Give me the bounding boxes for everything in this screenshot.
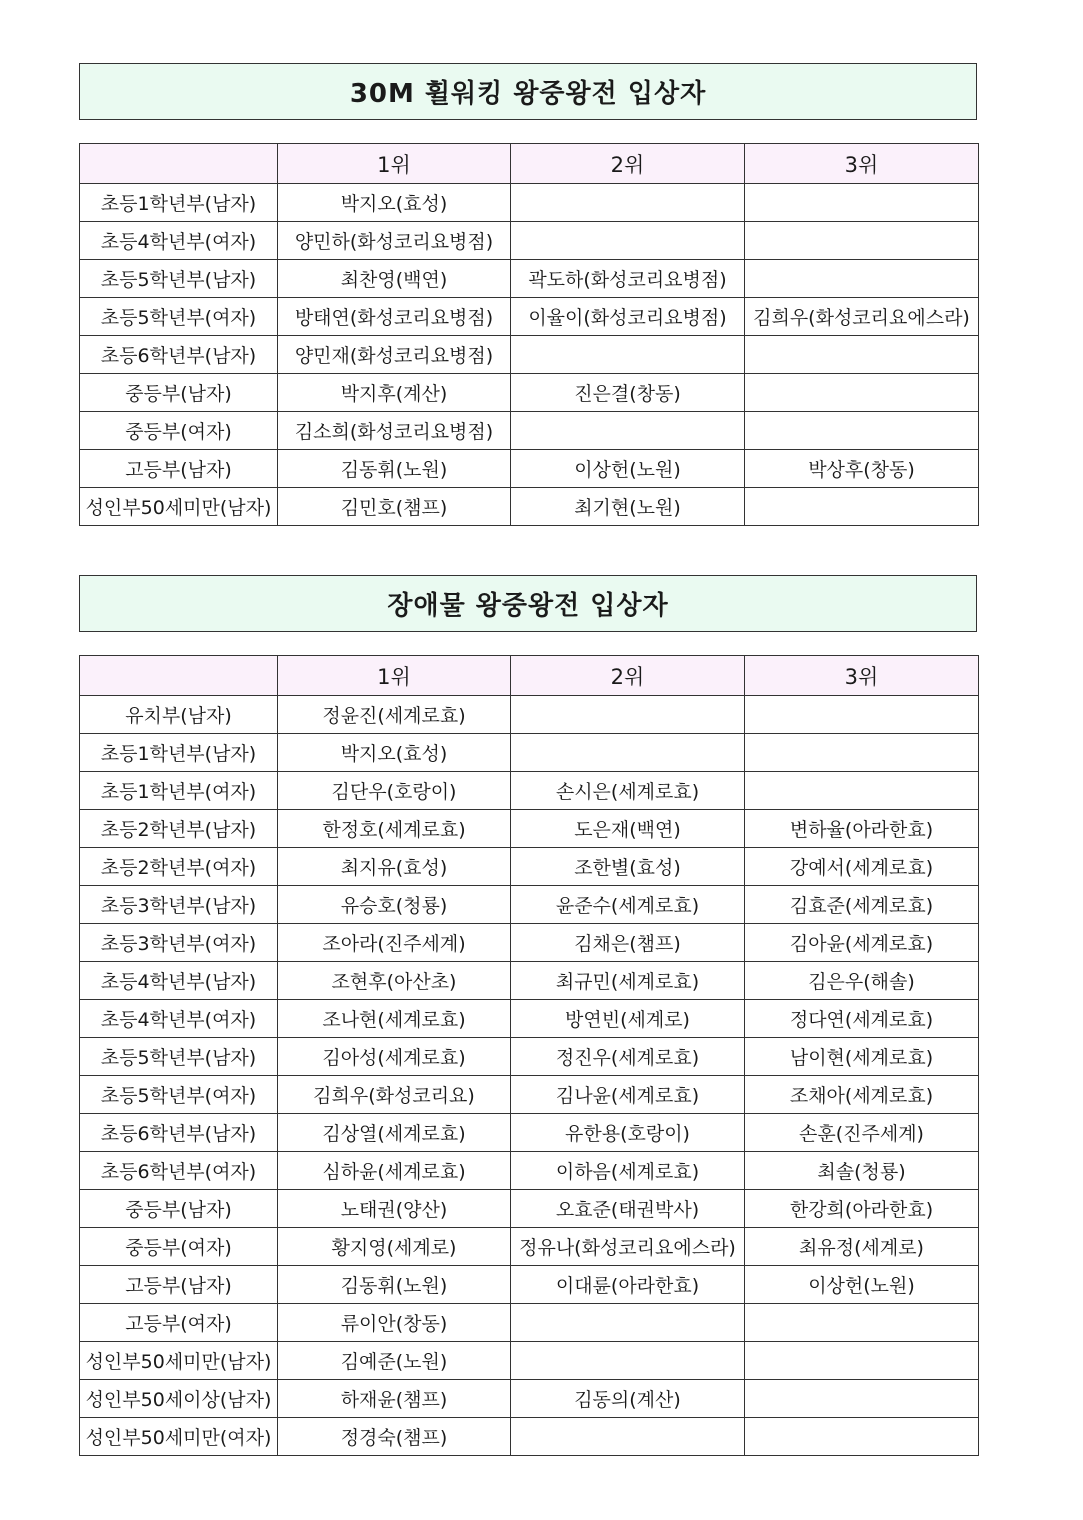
first-place-cell: 조나현(세계로효) [278, 1000, 511, 1038]
second-place-cell: 도은재(백연) [511, 810, 745, 848]
first-place-cell: 김아성(세계로효) [278, 1038, 511, 1076]
table-row [80, 184, 979, 222]
first-place-cell: 최지유(효성) [278, 848, 511, 886]
table-row [80, 1000, 979, 1038]
category-cell: 초등6학년부(남자) [80, 1114, 278, 1152]
table-row [80, 1228, 979, 1266]
table-row [80, 1114, 979, 1152]
first-place-cell: 하재윤(챔프) [278, 1380, 511, 1418]
category-cell: 초등2학년부(남자) [80, 810, 278, 848]
first-place-cell: 김단우(호랑이) [278, 772, 511, 810]
third-place-cell [745, 1418, 979, 1456]
third-place-cell [745, 1380, 979, 1418]
first-place-cell: 박지후(계산) [278, 374, 511, 412]
category-cell: 초등5학년부(남자) [80, 260, 278, 298]
third-place-cell: 변하율(아라한효) [745, 810, 979, 848]
third-place-cell [745, 336, 979, 374]
first-place-cell: 김민호(챔프) [278, 488, 511, 526]
category-cell: 초등5학년부(여자) [80, 298, 278, 336]
header-cell-category [80, 656, 278, 696]
third-place-cell [745, 488, 979, 526]
header-cell-first: 1위 [278, 656, 511, 696]
first-place-cell: 김소희(화성코리요병점) [278, 412, 511, 450]
second-place-cell: 방연빈(세계로) [511, 1000, 745, 1038]
category-cell: 초등4학년부(남자) [80, 962, 278, 1000]
first-place-cell: 유승호(청룡) [278, 886, 511, 924]
first-place-cell: 김동휘(노원) [278, 1266, 511, 1304]
first-place-cell: 한정호(세계로효) [278, 810, 511, 848]
category-cell: 중등부(남자) [80, 1190, 278, 1228]
third-place-cell [745, 184, 979, 222]
header-cell-second: 2위 [511, 656, 745, 696]
category-cell: 중등부(남자) [80, 374, 278, 412]
table-row [80, 260, 979, 298]
second-place-cell: 이상헌(노원) [511, 450, 745, 488]
section-title-obstacle [79, 575, 977, 632]
category-cell: 성인부50세이상(남자) [80, 1380, 278, 1418]
table-row [80, 1076, 979, 1114]
category-cell: 유치부(남자) [80, 696, 278, 734]
header-cell-third: 3위 [745, 656, 979, 696]
third-place-cell: 정다연(세계로효) [745, 1000, 979, 1038]
table-row [80, 772, 979, 810]
first-place-cell: 김상열(세계로효) [278, 1114, 511, 1152]
third-place-cell [745, 260, 979, 298]
category-cell: 고등부(남자) [80, 450, 278, 488]
table-row [80, 734, 979, 772]
second-place-cell: 이대륜(아라한효) [511, 1266, 745, 1304]
category-cell: 초등3학년부(여자) [80, 924, 278, 962]
category-cell: 중등부(여자) [80, 1228, 278, 1266]
table-row [80, 1418, 979, 1456]
category-cell: 성인부50세미만(남자) [80, 1342, 278, 1380]
table-row [80, 886, 979, 924]
third-place-cell: 손훈(진주세계) [745, 1114, 979, 1152]
third-place-cell: 남이현(세계로효) [745, 1038, 979, 1076]
second-place-cell: 이하음(세계로효) [511, 1152, 745, 1190]
second-place-cell: 최규민(세계로효) [511, 962, 745, 1000]
header-cell-category [80, 144, 278, 184]
table-row [80, 696, 979, 734]
second-place-cell [511, 222, 745, 260]
second-place-cell: 유한용(호랑이) [511, 1114, 745, 1152]
first-place-cell: 양민하(화성코리요병점) [278, 222, 511, 260]
first-place-cell: 류이안(창동) [278, 1304, 511, 1342]
third-place-cell: 김아윤(세계로효) [745, 924, 979, 962]
first-place-cell: 양민재(화성코리요병점) [278, 336, 511, 374]
category-cell: 초등2학년부(여자) [80, 848, 278, 886]
second-place-cell: 윤준수(세계로효) [511, 886, 745, 924]
third-place-cell: 강예서(세계로효) [745, 848, 979, 886]
category-cell: 성인부50세미만(여자) [80, 1418, 278, 1456]
third-place-cell: 최솔(청룡) [745, 1152, 979, 1190]
section-title-text: 30M 휠워킹 왕중왕전 입상자 [349, 79, 707, 109]
table-row [80, 450, 979, 488]
first-place-cell: 정윤진(세계로효) [278, 696, 511, 734]
third-place-cell [745, 1304, 979, 1342]
third-place-cell: 김희우(화성코리요에스라) [745, 298, 979, 336]
section-title-text: 장애물 왕중왕전 입상자 [387, 591, 669, 621]
first-place-cell: 김동휘(노원) [278, 450, 511, 488]
first-place-cell: 조현후(아산초) [278, 962, 511, 1000]
category-cell: 초등1학년부(여자) [80, 772, 278, 810]
second-place-cell [511, 412, 745, 450]
category-cell: 초등5학년부(여자) [80, 1076, 278, 1114]
results-table-obstacle [79, 655, 979, 1456]
third-place-cell: 김효준(세계로효) [745, 886, 979, 924]
first-place-cell: 정경숙(챔프) [278, 1418, 511, 1456]
table-row [80, 1266, 979, 1304]
results-table-wheel-walking [79, 143, 979, 526]
second-place-cell: 이율이(화성코리요병점) [511, 298, 745, 336]
second-place-cell [511, 1342, 745, 1380]
second-place-cell: 김동의(계산) [511, 1380, 745, 1418]
second-place-cell: 오효준(태권박사) [511, 1190, 745, 1228]
table-row [80, 488, 979, 526]
first-place-cell: 김예준(노원) [278, 1342, 511, 1380]
first-place-cell: 조아라(진주세계) [278, 924, 511, 962]
category-cell: 고등부(여자) [80, 1304, 278, 1342]
second-place-cell: 곽도하(화성코리요병점) [511, 260, 745, 298]
header-cell-third: 3위 [745, 144, 979, 184]
second-place-cell [511, 734, 745, 772]
third-place-cell: 김은우(해솔) [745, 962, 979, 1000]
table-row [80, 374, 979, 412]
category-cell: 중등부(여자) [80, 412, 278, 450]
second-place-cell [511, 1304, 745, 1342]
category-cell: 초등1학년부(남자) [80, 734, 278, 772]
third-place-cell: 최유정(세계로) [745, 1228, 979, 1266]
first-place-cell: 심하윤(세계로효) [278, 1152, 511, 1190]
third-place-cell: 조채아(세계로효) [745, 1076, 979, 1114]
second-place-cell: 정유나(화성코리요에스라) [511, 1228, 745, 1266]
header-cell-second: 2위 [511, 144, 745, 184]
category-cell: 초등6학년부(여자) [80, 1152, 278, 1190]
header-row [80, 656, 979, 696]
third-place-cell [745, 222, 979, 260]
second-place-cell [511, 1418, 745, 1456]
third-place-cell [745, 1342, 979, 1380]
second-place-cell: 조한별(효성) [511, 848, 745, 886]
category-cell: 초등5학년부(남자) [80, 1038, 278, 1076]
header-row [80, 144, 979, 184]
third-place-cell: 박상후(창동) [745, 450, 979, 488]
table-row [80, 848, 979, 886]
first-place-cell: 황지영(세계로) [278, 1228, 511, 1266]
table-row [80, 336, 979, 374]
category-cell: 초등4학년부(여자) [80, 1000, 278, 1038]
second-place-cell: 최기현(노원) [511, 488, 745, 526]
second-place-cell [511, 184, 745, 222]
second-place-cell: 손시은(세계로효) [511, 772, 745, 810]
table-row [80, 412, 979, 450]
third-place-cell [745, 696, 979, 734]
category-cell: 초등3학년부(남자) [80, 886, 278, 924]
third-place-cell: 한강희(아라한효) [745, 1190, 979, 1228]
first-place-cell: 최찬영(백연) [278, 260, 511, 298]
category-cell: 초등4학년부(여자) [80, 222, 278, 260]
first-place-cell: 방태연(화성코리요병점) [278, 298, 511, 336]
second-place-cell [511, 336, 745, 374]
table-row [80, 962, 979, 1000]
table-row [80, 1304, 979, 1342]
second-place-cell: 김나윤(세계로효) [511, 1076, 745, 1114]
category-cell: 초등6학년부(남자) [80, 336, 278, 374]
category-cell: 초등1학년부(남자) [80, 184, 278, 222]
table-row [80, 1190, 979, 1228]
second-place-cell: 정진우(세계로효) [511, 1038, 745, 1076]
table-row [80, 1152, 979, 1190]
table-row [80, 1038, 979, 1076]
second-place-cell [511, 696, 745, 734]
third-place-cell [745, 734, 979, 772]
table-row [80, 222, 979, 260]
first-place-cell: 김희우(화성코리요) [278, 1076, 511, 1114]
table-row [80, 298, 979, 336]
section-title-wheel-walking [79, 63, 977, 120]
third-place-cell: 이상헌(노원) [745, 1266, 979, 1304]
first-place-cell: 노태권(양산) [278, 1190, 511, 1228]
first-place-cell: 박지오(효성) [278, 184, 511, 222]
first-place-cell: 박지오(효성) [278, 734, 511, 772]
second-place-cell: 진은결(창동) [511, 374, 745, 412]
table-row [80, 924, 979, 962]
category-cell: 고등부(남자) [80, 1266, 278, 1304]
third-place-cell [745, 772, 979, 810]
table-row [80, 1380, 979, 1418]
category-cell: 성인부50세미만(남자) [80, 488, 278, 526]
table-row [80, 810, 979, 848]
third-place-cell [745, 412, 979, 450]
header-cell-first: 1위 [278, 144, 511, 184]
third-place-cell [745, 374, 979, 412]
second-place-cell: 김채은(챔프) [511, 924, 745, 962]
table-row [80, 1342, 979, 1380]
